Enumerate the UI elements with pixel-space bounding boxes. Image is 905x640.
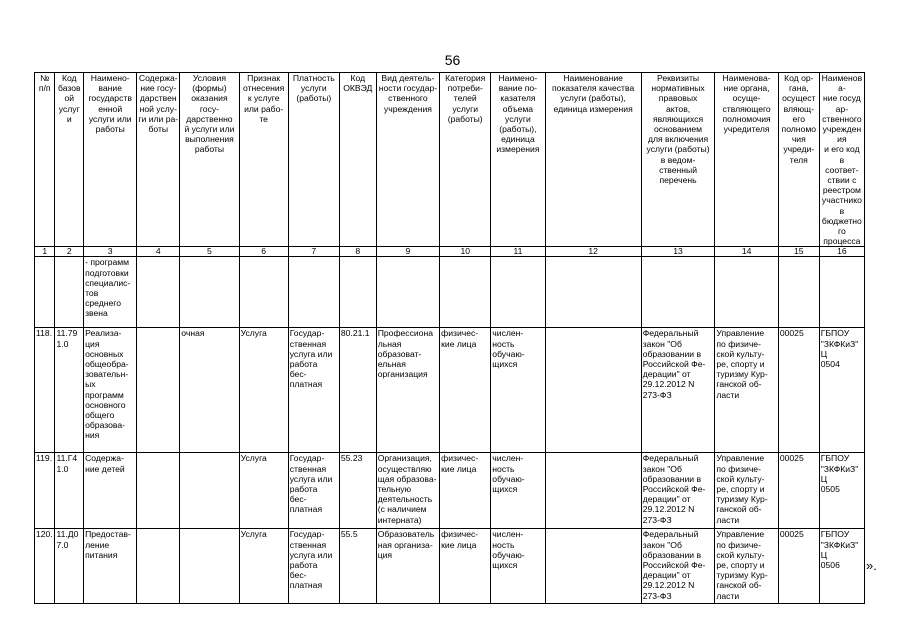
table-cell: Управление по физиче- ской культу- ре, спорту и туризму Кур- ганской об- ласти bbox=[715, 328, 778, 453]
table-cell: - программ подготовки специалис- тов среднего звена bbox=[84, 257, 137, 328]
column-number-row bbox=[35, 247, 865, 257]
service-registry-table bbox=[34, 72, 865, 604]
table-cell bbox=[288, 257, 339, 328]
table-cell: Профессиона льная образоват- ельная организация bbox=[376, 328, 439, 453]
table-cell: ГБПОУ "ЗКФКиЗ" Ц 0504 bbox=[819, 328, 864, 453]
page-number: 56 bbox=[444, 52, 461, 68]
header-cell: Наимено- вание государств енной услуги или работы bbox=[84, 73, 137, 247]
header-cell: Наименование показателя качества услуги (работы), единица измерения bbox=[545, 73, 641, 247]
table-cell: 118. bbox=[35, 328, 55, 453]
column-number: 4 bbox=[137, 247, 180, 257]
table-cell: Услуга bbox=[239, 529, 288, 604]
column-number: 6 bbox=[239, 247, 288, 257]
table-cell: Государ- ственная услуга или работа бес- платная bbox=[288, 529, 339, 604]
header-cell: Код базовой услуги bbox=[55, 73, 84, 247]
table-cell: 120. bbox=[35, 529, 55, 604]
table-cell: 11.Г41.0 bbox=[55, 453, 84, 529]
header-cell: Признак отнесения к услуге или рабо- те bbox=[239, 73, 288, 247]
table-cell bbox=[137, 328, 180, 453]
table-cell bbox=[545, 257, 641, 328]
table-cell: Федеральный закон "Об образовании в Российской Фе- дерации" от 29.12.2012 N 273-ФЗ bbox=[641, 328, 715, 453]
table-cell: Образователь ная организа- ция bbox=[376, 529, 439, 604]
table-cell bbox=[440, 257, 491, 328]
column-number: 16 bbox=[819, 247, 864, 257]
table-cell: Реализа- ция основных общеобра- зовательн- ых программ основного общего образова- ния bbox=[84, 328, 137, 453]
table-cell bbox=[180, 453, 239, 529]
table-cell: физичес- кие лица bbox=[440, 529, 491, 604]
header-cell: Реквизиты нормативных правовых актов, являющихся основанием для включения услуги (работы) в ведом- ственный перечень bbox=[641, 73, 715, 247]
header-cell: Платность услуги (работы) bbox=[288, 73, 339, 247]
column-number: 9 bbox=[376, 247, 439, 257]
column-number: 8 bbox=[339, 247, 376, 257]
table-cell: очная bbox=[180, 328, 239, 453]
table-cell bbox=[180, 529, 239, 604]
header-cell: Категория потреби- телей услуги (работы) bbox=[440, 73, 491, 247]
table-cell: 11.Д07.0 bbox=[55, 529, 84, 604]
table-cell bbox=[137, 257, 180, 328]
column-number: 15 bbox=[778, 247, 819, 257]
header-cell: № п/п bbox=[35, 73, 55, 247]
table-cell: ГБПОУ "ЗКФКиЗ" Ц 0506 bbox=[819, 529, 864, 604]
column-number: 14 bbox=[715, 247, 778, 257]
table-row bbox=[35, 529, 865, 604]
table-cell bbox=[239, 257, 288, 328]
table-cell: Предостав- ление питания bbox=[84, 529, 137, 604]
table-cell: 119. bbox=[35, 453, 55, 529]
table-cell: Федеральный закон "Об образовании в Российской Фе- дерации" от 29.12.2012 N 273-ФЗ bbox=[641, 453, 715, 529]
column-number: 12 bbox=[545, 247, 641, 257]
table-cell: 55.5 bbox=[339, 529, 376, 604]
table-cell: числен- ность обучаю- щихся bbox=[491, 529, 545, 604]
table-cell: Услуга bbox=[239, 453, 288, 529]
column-number: 13 bbox=[641, 247, 715, 257]
table-cell: физичес- кие лица bbox=[440, 328, 491, 453]
header-cell: Наименова- ние государ- ственного учреждения и его код в соответ- ствии с реестром участников бюджетного процесса bbox=[819, 73, 864, 247]
table-cell bbox=[137, 529, 180, 604]
table-cell bbox=[545, 453, 641, 529]
table-cell: Организация, осуществляю щая образова- тельную деятельность (с наличием интерната) bbox=[376, 453, 439, 529]
table-cell: числен- ность обучаю- щихся bbox=[491, 328, 545, 453]
table-cell: 11.791.0 bbox=[55, 328, 84, 453]
table-cell bbox=[819, 257, 864, 328]
header-cell: Условия (формы) оказания госу- дарственно й услуги или выполнения работы bbox=[180, 73, 239, 247]
table-cell: Содержа- ние детей bbox=[84, 453, 137, 529]
table-cell: физичес- кие лица bbox=[440, 453, 491, 529]
table-cell: 00025 bbox=[778, 529, 819, 604]
table-cell: числен- ность обучаю- щихся bbox=[491, 453, 545, 529]
table-cell: 55.23 bbox=[339, 453, 376, 529]
column-number: 1 bbox=[35, 247, 55, 257]
table-cell bbox=[778, 257, 819, 328]
table-cell: Государ- ственная услуга или работа бес- платная bbox=[288, 328, 339, 453]
column-number: 10 bbox=[440, 247, 491, 257]
header-cell: Содержа- ние госу- дарствен ной услу- ги или ра- боты bbox=[137, 73, 180, 247]
column-number: 2 bbox=[55, 247, 84, 257]
table-cell bbox=[545, 328, 641, 453]
table-cell: Федеральный закон "Об образовании в Российской Фе- дерации" от 29.12.2012 N 273-ФЗ bbox=[641, 529, 715, 604]
table-cell bbox=[376, 257, 439, 328]
table-cell bbox=[137, 453, 180, 529]
table-cell bbox=[641, 257, 715, 328]
table-cell: 80.21.1 bbox=[339, 328, 376, 453]
closing-quote-mark: ». bbox=[866, 558, 877, 573]
table-cell: Государ- ственная услуга или работа бес- платная bbox=[288, 453, 339, 529]
continuation-row bbox=[35, 257, 865, 328]
header-cell: Код ОКВЭД bbox=[339, 73, 376, 247]
table-cell bbox=[545, 529, 641, 604]
table-row bbox=[35, 453, 865, 529]
column-number: 11 bbox=[491, 247, 545, 257]
table-cell: Управление по физиче- ской культу- ре, спорту и туризму Кур- ганской об- ласти bbox=[715, 529, 778, 604]
table-cell bbox=[715, 257, 778, 328]
table-cell bbox=[55, 257, 84, 328]
column-number: 5 bbox=[180, 247, 239, 257]
table-cell: 00025 bbox=[778, 328, 819, 453]
table-cell bbox=[35, 257, 55, 328]
header-cell: Вид деятель- ности государ- ственного учреждения bbox=[376, 73, 439, 247]
table-cell: Управление по физиче- ской культу- ре, спорту и туризму Кур- ганской об- ласти bbox=[715, 453, 778, 529]
header-cell: Наименова- ние органа, осуще- ствляющего полномочия учредителя bbox=[715, 73, 778, 247]
column-number: 7 bbox=[288, 247, 339, 257]
table-cell: 00025 bbox=[778, 453, 819, 529]
table-cell bbox=[491, 257, 545, 328]
table-cell bbox=[339, 257, 376, 328]
header-row bbox=[35, 73, 865, 247]
header-cell: Код ор- гана, осущест вляющ- его полномо чия учреди- теля bbox=[778, 73, 819, 247]
table-cell bbox=[180, 257, 239, 328]
header-cell: Наимено- вание по- казателя объема услуги (работы), единица измерения bbox=[491, 73, 545, 247]
table-cell: Услуга bbox=[239, 328, 288, 453]
column-number: 3 bbox=[84, 247, 137, 257]
table-cell: ГБПОУ "ЗКФКиЗ" Ц 0505 bbox=[819, 453, 864, 529]
table-row bbox=[35, 328, 865, 453]
